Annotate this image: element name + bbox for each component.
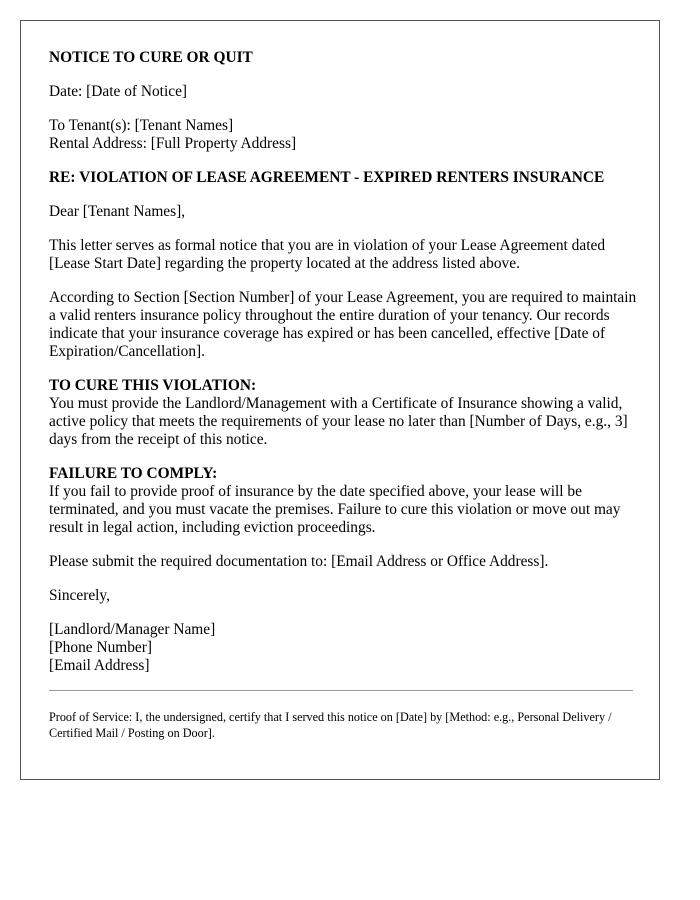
signer-phone: [Phone Number]	[49, 639, 153, 656]
failure-heading: FAILURE TO COMPLY:	[49, 465, 218, 482]
intro-paragraph: This letter serves as formal notice that you are in violation of your Lease Agreement dated [Lease Start Date] regarding the property located at the address listed above.	[49, 237, 606, 272]
proof-of-service: Proof of Service: I, the undersigned, certify that I served this notice on [Date] by [Method: e.g., Personal Delivery / Certified Mail / Posting on Door].	[49, 710, 612, 740]
notice-body	[49, 49, 639, 691]
re-line: RE: VIOLATION OF LEASE AGREEMENT - EXPIRED RENTERS INSURANCE	[49, 169, 605, 186]
rental-address-line: Rental Address: [Full Property Address]	[49, 135, 297, 152]
tenant-line: To Tenant(s): [Tenant Names]	[49, 117, 234, 134]
divider	[49, 690, 633, 691]
recipient-block	[49, 117, 639, 153]
section-paragraph: According to Section [Section Number] of your Lease Agreement, you are required to maintain a valid renters insurance policy throughout the entire duration of your tenancy. Our records indicate that your insurance coverage has expired or has been cancelled, effective [Date of Expiration/Cancellation].	[49, 289, 637, 360]
submit-line: Please submit the required documentation to: [Email Address or Office Address].	[49, 553, 549, 570]
notice-title: NOTICE TO CURE OR QUIT	[49, 49, 253, 66]
closing: Sincerely,	[49, 587, 110, 604]
failure-text: If you fail to provide proof of insurance by the date specified above, your lease will be terminated, and you must vacate the premises. Failure to cure this violation or move out may result in legal action, including eviction proceedings.	[49, 483, 621, 536]
signer-email: [Email Address]	[49, 657, 150, 674]
signer-name: [Landlord/Manager Name]	[49, 621, 216, 638]
failure-section	[49, 465, 639, 537]
notice-document	[20, 20, 660, 780]
cure-heading: TO CURE THIS VIOLATION:	[49, 377, 257, 394]
salutation: Dear [Tenant Names],	[49, 203, 186, 220]
signature-block	[49, 621, 639, 675]
date-line: Date: [Date of Notice]	[49, 83, 188, 100]
cure-section	[49, 377, 639, 449]
cure-text: You must provide the Landlord/Management with a Certificate of Insurance showing a valid, active policy that meets the requirements of your lease no later than [Number of Days, e.g., 3] days from the receipt of this notice.	[49, 395, 628, 448]
